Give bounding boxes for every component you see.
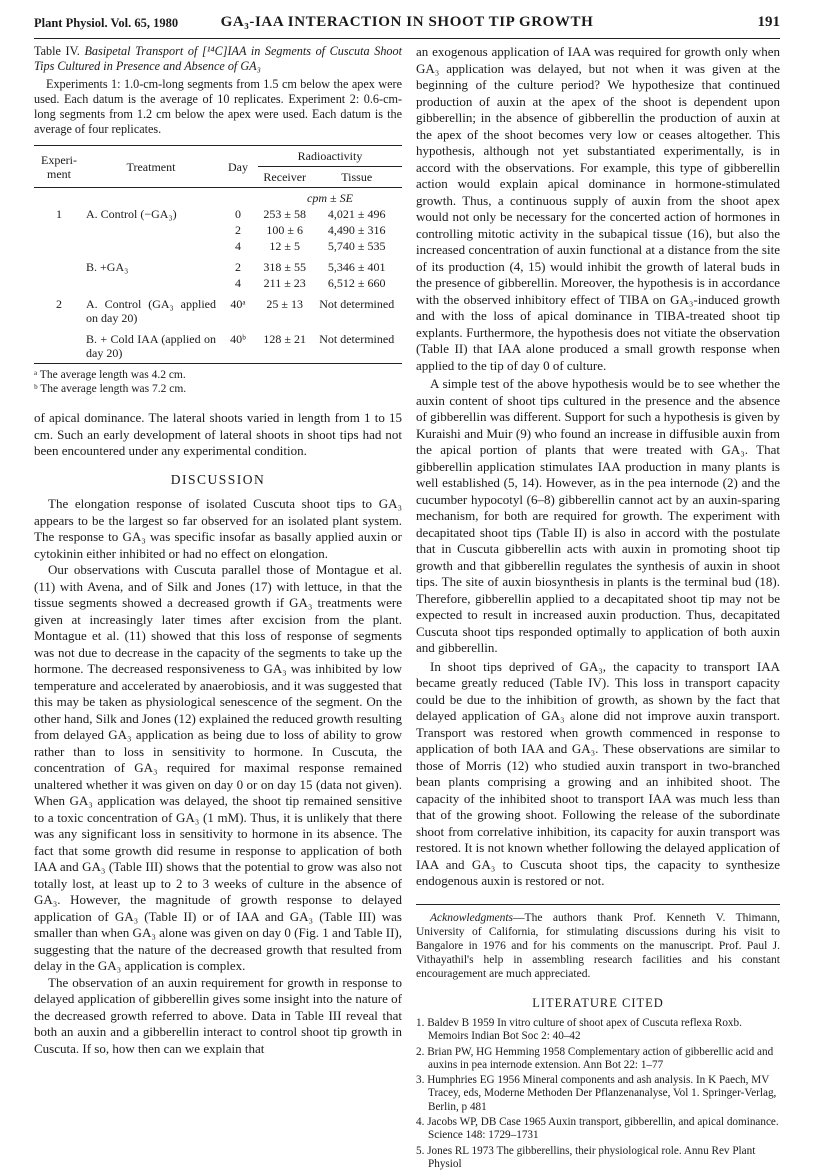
cell-tissue: 6,512 ± 660 [327,276,386,290]
right-paragraph-3: In shoot tips deprived of GA₃, the capacity to transport IAA became greatly reduced (Table IV). This loss in transport capacity could be due to the inhibition of growth, as shown by the fact that delayed application of GA₃ alone did not improve auxin transport. Transport was restored when growth commenced in response to application of both IAA and GA₃. These observations are similar to those of Morris (12) who studied auxin transport in two-branched bean plants comprising a growing and an inhibited shoot. The capacity of the inhibited shoot to transport IAA was much less than that of the growing shoot. Following the release of the subordinate shoot from correlative inhibition, its capacity for auxin transport was restored. It is not known whether following the delayed application of IAA and GA₃ to Cuscuta shoot tips, the capacity to synthesize endogenous auxin is restored or not. [416,658,780,888]
cell-tissue: Not determined [319,332,395,346]
page-header [34,14,780,39]
cell-experiment [34,254,84,275]
cell-experiment [34,238,84,254]
table-row [34,275,402,291]
table-row [34,291,402,326]
discussion-paragraph-3: The observation of an auxin requirement for growth in response to delayed application of gibberellin gives some insight into the nature of the decreased growth referred to above. Data in Table III reveal that both an auxin and a gibberellin interact to control shoot tip growth in Cuscuta. If so, how then can we explain that [34,974,402,1056]
table-body [34,206,402,361]
cell-experiment: 2 [56,297,62,311]
table-row [34,206,402,222]
col-experiment: Experi-ment [41,152,77,181]
running-title: GA₃-IAA INTERACTION IN SHOOT TIP GROWTH [220,14,594,30]
cell-receiver: 12 ± 5 [269,239,301,253]
transport-table [34,145,402,361]
cell-receiver: 253 ± 58 [263,207,307,221]
table-row [34,222,402,238]
reference-item: 3. Humphries EG 1956 Mineral components and ash analysis. In K Paech, MV Tracey, eds, Moderne Methoden Der Pflanzenanalyse, Vol 1. Springer-Verlag, Berlin, p 481 [416,1074,777,1113]
cell-treatment: A. Control (GA₃ applied on day 20) [86,297,216,325]
table-label: Table IV. [34,44,80,58]
cell-tissue: Not determined [319,297,395,311]
table-row [34,254,402,275]
journal-citation: Plant Physiol. Vol. 65, 1980 [34,16,179,30]
cell-treatment [84,222,218,238]
reference-list [416,1017,780,1171]
section-heading: DISCUSSION [170,471,266,487]
cell-day: 4 [235,239,241,253]
table-row [34,326,402,361]
cell-tissue: 4,021 ± 496 [327,207,386,221]
cell-treatment: A. Control (−GA₃) [86,207,177,221]
cell-experiment [34,326,84,361]
discussion-paragraph-2: Our observations with Cuscuta parallel those of Montague et al. (11) with Avena, and of Silk and Jones (17) with lettuce, in that the tissue segments showed a decreased growth if GA₃ treatments were given at increasingly later times after excision from the plant. Montague et al. (11) showed that this loss of response of segments was not due to decrease in the capacity of the segments to take up the hormone. The decreased responsiveness to GA₃ was inhibited by low temperature and accelerated by anaerobiosis, and it was suggested that this may be taken as physiological senescence of the segment. On the other hand, Silk and Jones (12) explained the reduced growth resulting from delayed GA₃ application as being due to loss of ability to grow rather than to loss in sensitivity to hormone. In Cuscuta, the concentration of GA₃ required for maximal response remained unaltered whether it was given on day 0 or on day 15 (data not given). When GA₃ application was delayed, the shoot tip remained sensitive to a toxic concentration of GA₃ (1 mM). Thus, it is unlikely that there was any significant loss in sensitivity to hormone in its absence. The fact that some growth did resume in response to application of both IAA and GA₃ (Table III) shows that the potential to grow was also not totally lost, at least up to 2 to 3 weeks of culture in the absence of GA₃. However, the magnitude of growth response to delayed application of GA₃ (Table II) or of IAA and GA₃ (Table III) was smaller than when GA₃ alone was given on day 0 (Fig. 1 and Table II), suggesting that the nature of the decreased growth that resulted from delay in the GA₃ application is complex. [34,562,403,973]
cell-treatment [84,238,218,254]
unit-label: cpm ± SE [307,191,353,205]
footnote-b: ᵇ The average length was 7.2 cm. [34,383,187,395]
left-column [34,44,402,1057]
cell-receiver: 25 ± 13 [266,297,304,311]
reference-item: 2. Brian PW, HG Hemming 1958 Complementary action of gibberellic acid and auxins in pea internode extension. Ann Bot 22: 1–77 [416,1045,774,1071]
table-caption [34,44,402,137]
table-description-1: Experiments 1: 1.0-cm-long segments from 1.5 cm below the apex were used. Each datum is the average of 10 replicates. [34,77,402,106]
reference-item: 4. Jacobs WP, DB Case 1965 Auxin transport, gibberellin, and apical dominance. Science 148: 1729–1731 [416,1116,779,1142]
cell-treatment: B. + Cold IAA (applied on day 20) [86,332,216,360]
acknowledgments-text: —The authors thank Prof. Kenneth V. Thimann, University of California, for stimulating discussions during his visit to Bangalore in 1976 and for his comments on the manuscript. Prof. Paul J. Vithayathil's help in assembling research facilities and his constant encouragement are much appreciated. [416,911,780,980]
col-receiver: Receiver [263,170,307,184]
cell-tissue: 5,740 ± 535 [327,239,386,253]
cell-day: 2 [235,223,241,237]
cell-day: 0 [235,207,241,221]
table-footnotes [34,368,402,396]
table-title: Basipetal Transport of [¹⁴C]IAA in Segments of Cuscuta Shoot Tips Cultured in Presence and Absence of GA₃ [34,44,403,73]
acknowledgments [416,904,780,981]
table-description-2: Experiment 2: 0.6-cm-long segments from 1.2 cm below the apex were used. Each datum is the average of four replicates. [34,92,403,136]
cell-receiver: 211 ± 23 [263,276,306,290]
cell-day: 40ᵃ [230,297,246,311]
right-paragraph-1: an exogenous application of IAA was required for growth only when GA₃ application was delayed, but not when it was given at the beginning of the culture period? We hypothesize that continued production of auxin at the apex of the shoot is dependent upon gibberellin; in the absence of gibberellin the production of auxin at the apex of the shoot becomes very low or ceases altogether. This hypothesis, although not yet substantiated experimentally, is in accord with the observations. For example, this type of gibberellin action would explain apical dominance in hormone-stimulated growth. Thus, a continuous supply of auxin from the shoot apex would not only be necessary for the concerted action of hormones in controlling mitotic activity in the subapical tissue (16), but also the increased concentration of auxin functional at a distance from the site of its production (4, 15) would inhibit the growth of lateral buds in the presence of gibberellin. Moreover, the hypothesis is in accordance with the observed inhibitory effect of TIBA on GA₃-induced growth and with the loss of apical dominance in TIBA-treated shoot tip explants. Furthermore, the hypothesis does not vitiate the observation (Table II) that IAA alone produced a small growth response when applied to the tip of day 0 of culture. [416,44,780,373]
footnote-a: ᵃ The average length was 4.2 cm. [34,369,186,381]
cell-tissue: 5,346 ± 401 [327,260,386,274]
cell-treatment: B. +GA₃ [86,260,129,274]
cell-treatment [84,275,218,291]
page-number: 191 [757,14,780,30]
cell-experiment [34,222,84,238]
reference-item: 1. Baldev B 1959 In vitro culture of shoot apex of Cuscuta reflexa Roxb. Memoirs Indian Bot Soc 2: 40–42 [416,1017,742,1043]
reference-item: 5. Jones RL 1973 The gibberellins, their physiological role. Annu Rev Plant Physiol [416,1144,756,1170]
cell-receiver: 100 ± 6 [266,223,304,237]
col-treatment: Treatment [126,159,176,174]
col-radioactivity: Radioactivity [258,146,402,167]
right-paragraph-2: A simple test of the above hypothesis would be to see whether the auxin content of shoot tips cultured in the presence and the absence of gibberellin was different. Support for such a hypothesis is given by Kuraishi and Muir (9) who found an increase in diffusible auxin from the apical portion of plants that were treated with GA₃. That gibberellin application stimulates IAA production in many plants is well established (5, 14). However, as in the pea internode (2) and the cucumber hypocotyl (6–8) gibberellin cannot act by an auxin-sparing mechanism, for both are required for growth. The experiment with decapitated shoot tips (Table II) is also in accord with the postulate that in Cuscuta gibberellin acts with auxin in promoting shoot tip growth and that gibberellin regulates the synthesis of auxin in shoot tips. The site of auxin biosynthesis in plants is the terminal bud (18). Therefore, gibberellin applied to a decapitated shoot tip may not be expected to result in increased auxin production. Thus, decapitated Cuscuta shoot tips responded optimally to application of both auxin and gibberellin. [416,376,780,655]
cell-experiment [34,275,84,291]
cell-day: 2 [235,260,241,274]
cell-receiver: 128 ± 21 [263,332,307,346]
acknowledgments-label: Acknowledgments [430,911,514,924]
discussion-paragraph-1: The elongation response of isolated Cuscuta shoot tips to GA₃ appears to be the largest so far observed for an isolated plant system. The response to GA₃ was specific insofar as basally applied auxin or cytokinin either inhibited or had no effect on elongation. [34,496,402,561]
col-day: Day [228,159,248,174]
cell-day: 40ᵇ [230,332,246,346]
continuation-paragraph: of apical dominance. The lateral shoots varied in length from 1 to 15 cm. Such an early development of lateral shoots in shoot tips had not been encountered under any experimental condition. [34,410,402,458]
table-row [34,238,402,254]
col-tissue: Tissue [341,170,373,184]
cell-experiment: 1 [56,207,62,221]
right-column [416,44,780,1173]
literature-heading: LITERATURE CITED [532,995,664,1010]
cell-day: 4 [235,276,241,290]
cell-receiver: 318 ± 55 [263,260,307,274]
cell-tissue: 4,490 ± 316 [327,223,386,237]
